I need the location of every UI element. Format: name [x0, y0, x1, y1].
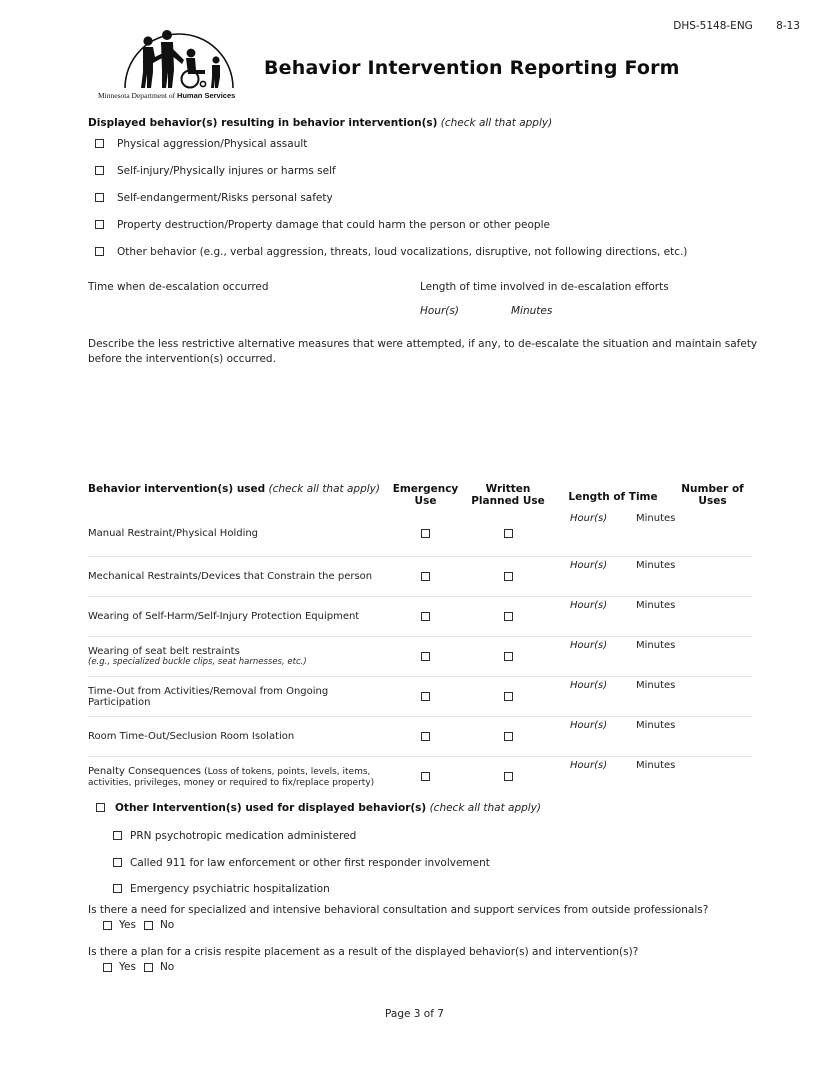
- checkbox-written-planned-use[interactable]: [504, 692, 513, 701]
- interventions-table-header: [88, 483, 752, 510]
- row-hours-label: Hour(s): [570, 560, 608, 571]
- checkbox-other-behavior[interactable]: [95, 247, 104, 256]
- interventions-table: [88, 483, 752, 796]
- intervention-row-time-out-activities: [88, 676, 752, 716]
- behavior-label: Property destruction/Property damage that could harm the person or other people: [117, 219, 550, 231]
- behavior-item-other-behavior: [95, 247, 687, 258]
- checkbox-written-planned-use[interactable]: [504, 732, 513, 741]
- col-header-written-planned-use: Written Planned Use: [471, 483, 545, 507]
- col-header-intervention: [88, 483, 388, 510]
- intervention-row-penalty-consequences: [88, 756, 752, 796]
- describe-prompt: Describe the less restrictive alternative measures that were attempted, if any, to de-escalate the situation and maintain safety before the intervention(s) occurred.: [88, 338, 758, 365]
- checkbox-property-destruction[interactable]: [95, 220, 104, 229]
- row-hours-label: Hour(s): [570, 720, 608, 731]
- row-minutes-label: Minutes: [636, 600, 676, 611]
- intervention-row-mechanical-restraints: [88, 556, 752, 596]
- logo-caption-prefix: Minnesota Department of: [98, 91, 177, 100]
- no-label: No: [159, 961, 175, 973]
- behavior-item-property-destruction: [95, 220, 550, 231]
- deescalation-minutes-label: Minutes: [511, 305, 553, 317]
- displayed-behaviors-heading-note: (check all that apply): [440, 117, 553, 129]
- col-header-length-of-time: Length of Time: [568, 490, 658, 503]
- deescalation-section: [88, 281, 808, 326]
- row-hours-label: Hour(s): [570, 600, 608, 611]
- page-title: Behavior Intervention Reporting Form: [264, 57, 680, 79]
- row-minutes-label: Minutes: [636, 513, 676, 524]
- checkbox-respite-no[interactable]: [144, 963, 153, 972]
- col-header-intervention-note: (check all that apply): [268, 483, 380, 495]
- intervention-row-protection-equipment: [88, 596, 752, 636]
- intervention-label: Manual Restraint/Physical Holding: [88, 527, 259, 539]
- question-respite: Is there a plan for a crisis respite placement as a result of the displayed behavior(s) and intervention(s)?: [88, 946, 639, 958]
- displayed-behaviors-heading: [88, 117, 808, 129]
- question-respite-answers: [103, 961, 174, 973]
- row-hours-label: Hour(s): [570, 513, 608, 524]
- other-item-label: Called 911 for law enforcement or other first responder involvement: [130, 857, 490, 869]
- yes-label: Yes: [119, 919, 136, 931]
- behavior-label: Other behavior (e.g., verbal aggression, threats, loud vocalizations, disruptive, not following directions, etc.): [117, 246, 688, 258]
- displayed-behaviors-heading-text: Displayed behavior(s) resulting in behavior intervention(s): [88, 117, 438, 129]
- other-item-called-911: [113, 858, 490, 869]
- deescalation-length-label: Length of time involved in de-escalation efforts: [420, 281, 669, 293]
- form-revision: 8-13: [776, 20, 800, 32]
- logo-caption-bold: Human Services: [176, 91, 236, 100]
- logo-caption: [98, 91, 243, 100]
- checkbox-consultation-no[interactable]: [144, 921, 153, 930]
- checkbox-called-911[interactable]: [113, 858, 122, 867]
- other-interventions-heading-note: (check all that apply): [429, 802, 542, 814]
- checkbox-emergency-use[interactable]: [421, 652, 430, 661]
- other-item-label: PRN psychotropic medication administered: [130, 830, 357, 842]
- dhs-logo-icon: [122, 24, 237, 90]
- behavior-item-self-injury: [95, 166, 336, 177]
- checkbox-written-planned-use[interactable]: [504, 652, 513, 661]
- col-header-intervention-text: Behavior intervention(s) used: [88, 483, 266, 495]
- other-interventions-heading-text: Other Intervention(s) used for displayed behavior(s): [115, 802, 427, 814]
- row-minutes-label: Minutes: [636, 760, 676, 771]
- deescalation-time-label: Time when de-escalation occurred: [88, 281, 269, 293]
- checkbox-emergency-use[interactable]: [421, 772, 430, 781]
- no-label: No: [159, 919, 175, 931]
- row-minutes-label: Minutes: [636, 720, 676, 731]
- intervention-row-room-time-out: [88, 716, 752, 756]
- checkbox-respite-yes[interactable]: [103, 963, 112, 972]
- form-number: [673, 20, 800, 32]
- checkbox-prn-medication[interactable]: [113, 831, 122, 840]
- other-interventions-heading: [96, 803, 796, 814]
- checkbox-emergency-use[interactable]: [421, 572, 430, 581]
- behavior-label: Self-injury/Physically injures or harms self: [117, 165, 336, 177]
- question-consultation: Is there a need for specialized and intensive behavioral consultation and support services from outside professionals?: [88, 904, 709, 916]
- intervention-row-manual-restraint: [88, 510, 752, 556]
- intervention-label: Wearing of Self-Harm/Self-Injury Protection Equipment: [88, 611, 360, 622]
- checkbox-self-endangerment[interactable]: [95, 193, 104, 202]
- checkbox-written-planned-use[interactable]: [504, 612, 513, 621]
- behavior-item-self-endangerment: [95, 193, 333, 204]
- checkbox-emergency-use[interactable]: [421, 612, 430, 621]
- checkbox-other-interventions[interactable]: [96, 803, 105, 812]
- checkbox-consultation-yes[interactable]: [103, 921, 112, 930]
- intervention-label-note: (Loss of tokens, points, levels, items, activities, privileges, money or required to fix/replace property): [88, 766, 375, 788]
- other-item-prn-medication: [113, 831, 356, 842]
- col-header-number-of-uses: Number of Uses: [681, 483, 744, 507]
- row-minutes-label: Minutes: [636, 560, 676, 571]
- form-number-code: DHS-5148-ENG: [673, 20, 753, 32]
- row-hours-label: Hour(s): [570, 760, 608, 771]
- checkbox-written-planned-use[interactable]: [504, 772, 513, 781]
- row-minutes-label: Minutes: [636, 680, 676, 691]
- question-consultation-answers: [103, 919, 174, 931]
- intervention-label-note: (e.g., specialized buckle clips, seat harnesses, etc.): [88, 657, 307, 667]
- behavior-label: Self-endangerment/Risks personal safety: [117, 192, 333, 204]
- checkbox-emergency-use[interactable]: [421, 732, 430, 741]
- other-item-emergency-hospitalization: [113, 884, 330, 895]
- checkbox-written-planned-use[interactable]: [504, 529, 513, 538]
- displayed-behaviors-section: [88, 117, 808, 277]
- other-item-label: Emergency psychiatric hospitalization: [130, 883, 330, 895]
- row-hours-label: Hour(s): [570, 640, 608, 651]
- checkbox-written-planned-use[interactable]: [504, 572, 513, 581]
- row-hours-label: Hour(s): [570, 680, 608, 691]
- behavior-label: Physical aggression/Physical assault: [117, 138, 308, 150]
- intervention-label: Room Time-Out/Seclusion Room Isolation: [88, 731, 295, 742]
- dhs-logo: [98, 24, 243, 100]
- intervention-label: Time-Out from Activities/Removal from Ongoing Participation: [88, 685, 329, 708]
- intervention-row-seat-belt-restraints: [88, 636, 752, 676]
- deescalation-hours-label: Hour(s): [420, 305, 459, 317]
- page-number: Page 3 of 7: [385, 1008, 444, 1020]
- checkbox-physical-aggression[interactable]: [95, 139, 104, 148]
- checkbox-emergency-hospitalization[interactable]: [113, 884, 122, 893]
- row-minutes-label: Minutes: [636, 640, 676, 651]
- checkbox-emergency-use[interactable]: [421, 692, 430, 701]
- yes-label: Yes: [119, 961, 136, 973]
- checkbox-self-injury[interactable]: [95, 166, 104, 175]
- intervention-label: Wearing of seat belt restraints: [88, 646, 240, 657]
- checkbox-emergency-use[interactable]: [421, 529, 430, 538]
- interventions-table-body: [88, 510, 752, 796]
- other-interventions-section: [96, 803, 796, 913]
- intervention-label: Penalty Consequences: [88, 765, 201, 777]
- behavior-item-physical-aggression: [95, 139, 307, 150]
- intervention-label: Mechanical Restraints/Devices that Constrain the person: [88, 571, 373, 582]
- col-header-emergency-use: Emergency Use: [392, 483, 459, 507]
